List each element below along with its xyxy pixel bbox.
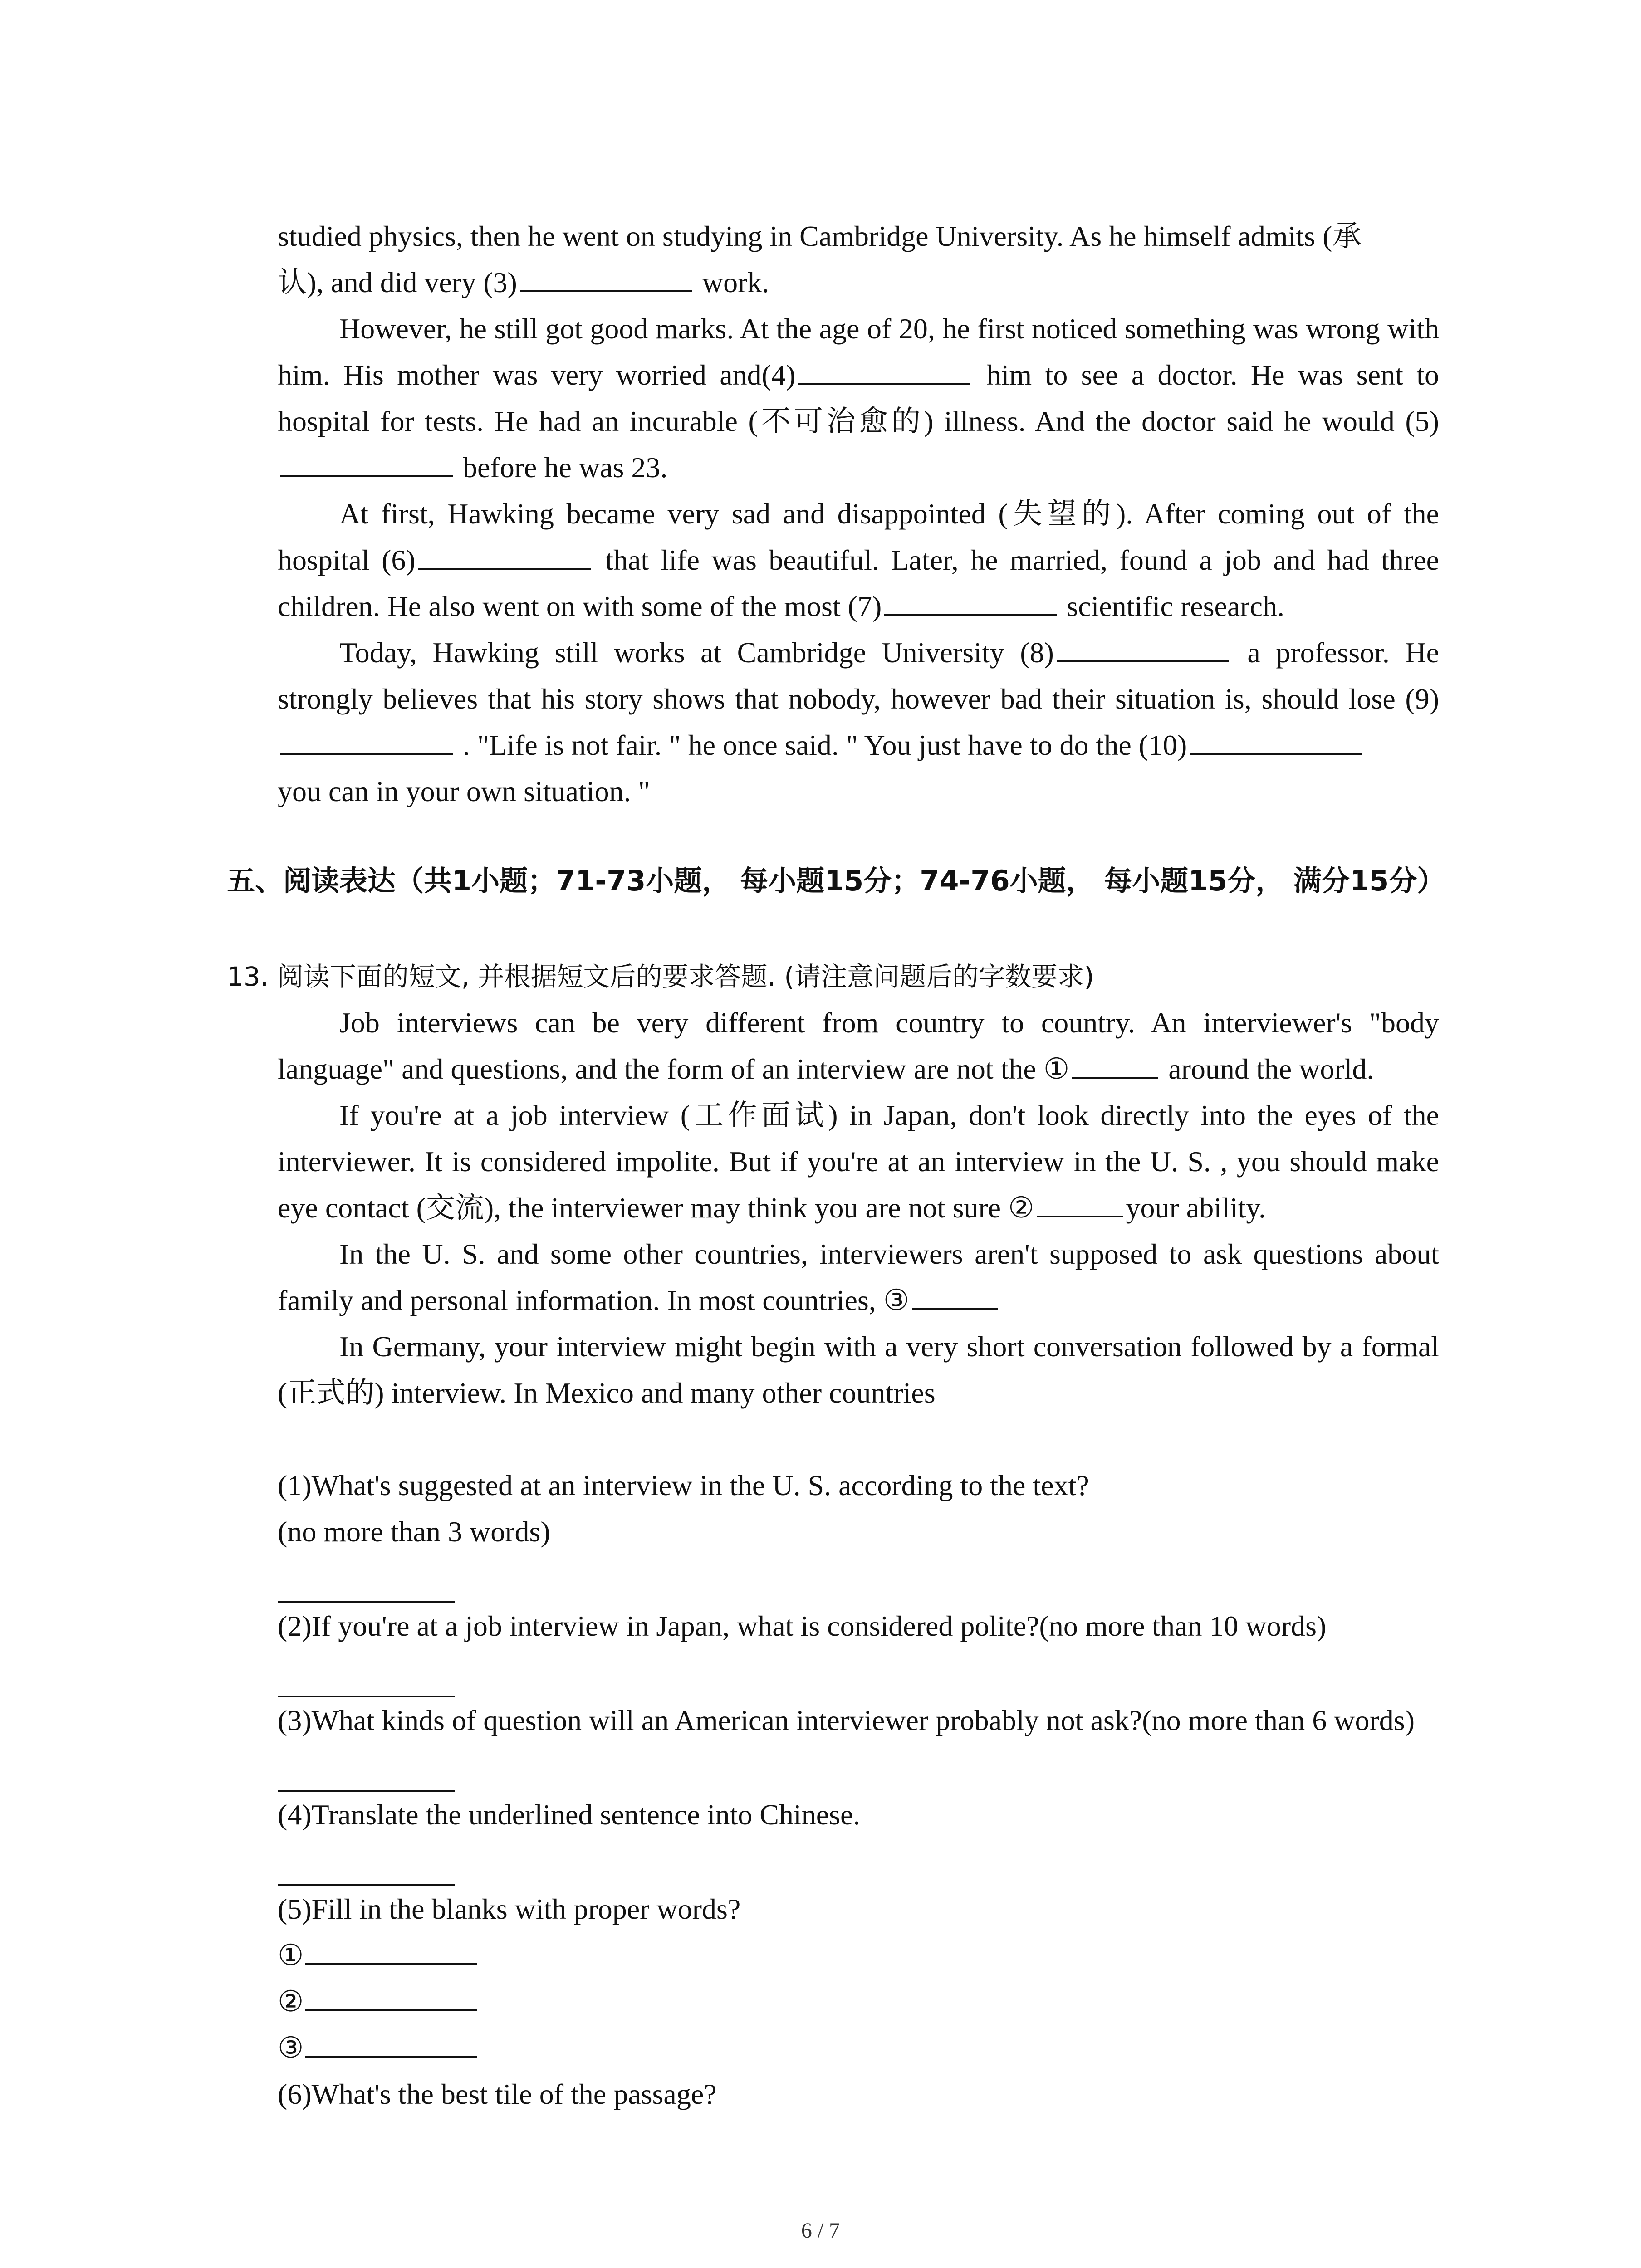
- text: scientific research.: [1059, 590, 1284, 622]
- hawking-passage: [278, 213, 1439, 815]
- text: your ability.: [1126, 1192, 1266, 1224]
- text: a professor. He strongly believes that his story shows that nobody, however bad their situation is, should lose (9): [278, 636, 1439, 715]
- question-4: (4)Translate the underlined sentence into Chinese.: [278, 1799, 861, 1831]
- blank-8[interactable]: [1057, 632, 1229, 662]
- text: (1)What's suggested at an interview in the U. S. according to the text?: [278, 1469, 1089, 1501]
- text: him to see a doctor. He was sent to hospital for tests. He had an incurable (不可治愈的) illness. And the doctor said he would (5): [278, 359, 1439, 437]
- blank-circle-2[interactable]: [1037, 1188, 1123, 1217]
- question-13-instruction: [227, 953, 1094, 1000]
- paragraph-3: [278, 491, 1439, 630]
- fill-item-3: [278, 2025, 1439, 2071]
- page-number: 6 / 7: [801, 2219, 840, 2243]
- question-3: (3)What kinds of question will an American interviewer probably not ask?(no more than 6 words): [278, 1704, 1415, 1736]
- blank-7[interactable]: [884, 586, 1057, 616]
- text: that life was beautiful. Later, he married, found a job and had three children. He also went on with some of the most (7): [278, 544, 1440, 622]
- passage-paragraph-2: [278, 1092, 1439, 1231]
- fill-blank-3[interactable]: [305, 2028, 477, 2058]
- blank-circle-1[interactable]: [1072, 1049, 1158, 1079]
- fill-item-2: [278, 1979, 1439, 2025]
- passage-paragraph-4: [278, 1324, 1439, 1416]
- question-2: (2)If you're at a job interview in Japan, what is considered polite?(no more than 10 words): [278, 1610, 1327, 1642]
- text: you can in your own situation. ": [278, 775, 650, 807]
- question-6: (6)What's the best tile of the passage?: [278, 2078, 717, 2110]
- blank-4[interactable]: [798, 355, 970, 385]
- fill-item-1: [278, 1932, 1439, 1979]
- spacer: [278, 1416, 1439, 1462]
- circle-number: ③: [278, 2032, 304, 2064]
- text: 认), and did very (3): [278, 266, 517, 298]
- answer-line-4[interactable]: [278, 1862, 455, 1886]
- answer-line-3[interactable]: [278, 1768, 455, 1792]
- question-1: [278, 1462, 1439, 1555]
- question-5: (5)Fill in the blanks with proper words?: [278, 1893, 741, 1925]
- circle-number: ②: [278, 1985, 304, 2018]
- paragraph-2: [278, 306, 1439, 491]
- passage-paragraph-1: [278, 1000, 1439, 1092]
- passage-paragraph-3: [278, 1231, 1439, 1324]
- text: In Germany, your interview might begin with a very short conversation followed by a formal (正式的) interview. In Mexico and many other countries: [278, 1330, 1439, 1409]
- section-heading: 五、阅读表达（共1小题；71-73小题， 每小题15分；74-76小题， 每小题15分， 满分15分）: [227, 864, 1445, 897]
- blank-3[interactable]: [520, 262, 692, 292]
- blank-9[interactable]: [280, 725, 453, 755]
- text: If you're at a job interview (工作面试) in Japan, don't look directly into the eyes of the interviewer. It is considered impolite. But if you're at an interview in the U. S. , you should make eye contact (交流), the interviewer may think you are not sure ②: [278, 1099, 1439, 1224]
- text: studied physics, then he went on studying in Cambridge University. As he himself admits (承: [278, 220, 1362, 252]
- text: around the world.: [1161, 1053, 1374, 1085]
- paragraph-line: [278, 213, 1439, 306]
- fill-blank-1[interactable]: [305, 1935, 477, 1965]
- blank-6[interactable]: [418, 540, 591, 570]
- fill-blank-2[interactable]: [305, 1981, 477, 2011]
- answer-line-2[interactable]: [278, 1674, 455, 1697]
- text: However, he still got good marks. At the age of 20, he first noticed something was wrong with him. His mother was very worried and(4): [278, 313, 1439, 391]
- text: Job interviews can be very different from country to country. An interviewer's "body language" and questions, and the form of an interview are not the ①: [278, 1007, 1439, 1085]
- text: Today, Hawking still works at Cambridge University (8): [339, 636, 1054, 669]
- text: work.: [695, 266, 769, 298]
- text: (no more than 3 words): [278, 1515, 550, 1548]
- blank-5[interactable]: [280, 447, 453, 477]
- text: . "Life is not fair. " he once said. " You just have to do the (10): [456, 729, 1187, 761]
- instruction-text: 阅读下面的短文, 并根据短文后的要求答题. (请注意问题后的字数要求): [277, 961, 1094, 992]
- paragraph-4: [278, 630, 1439, 815]
- question-number: 13.: [227, 961, 269, 992]
- text: In the U. S. and some other countries, interviewers aren't supposed to ask questions about family and personal information. In most countries, ③: [278, 1238, 1439, 1316]
- blank-10[interactable]: [1190, 725, 1362, 755]
- text: before he was 23.: [456, 451, 668, 484]
- blank-circle-3[interactable]: [912, 1280, 998, 1310]
- circle-number: ①: [278, 1939, 304, 1971]
- answer-line-1[interactable]: [278, 1579, 455, 1603]
- text: At first, Hawking became very sad and disappointed (失望的). After coming out of the hospital (6): [278, 498, 1439, 576]
- interview-passage: [278, 1000, 1439, 2117]
